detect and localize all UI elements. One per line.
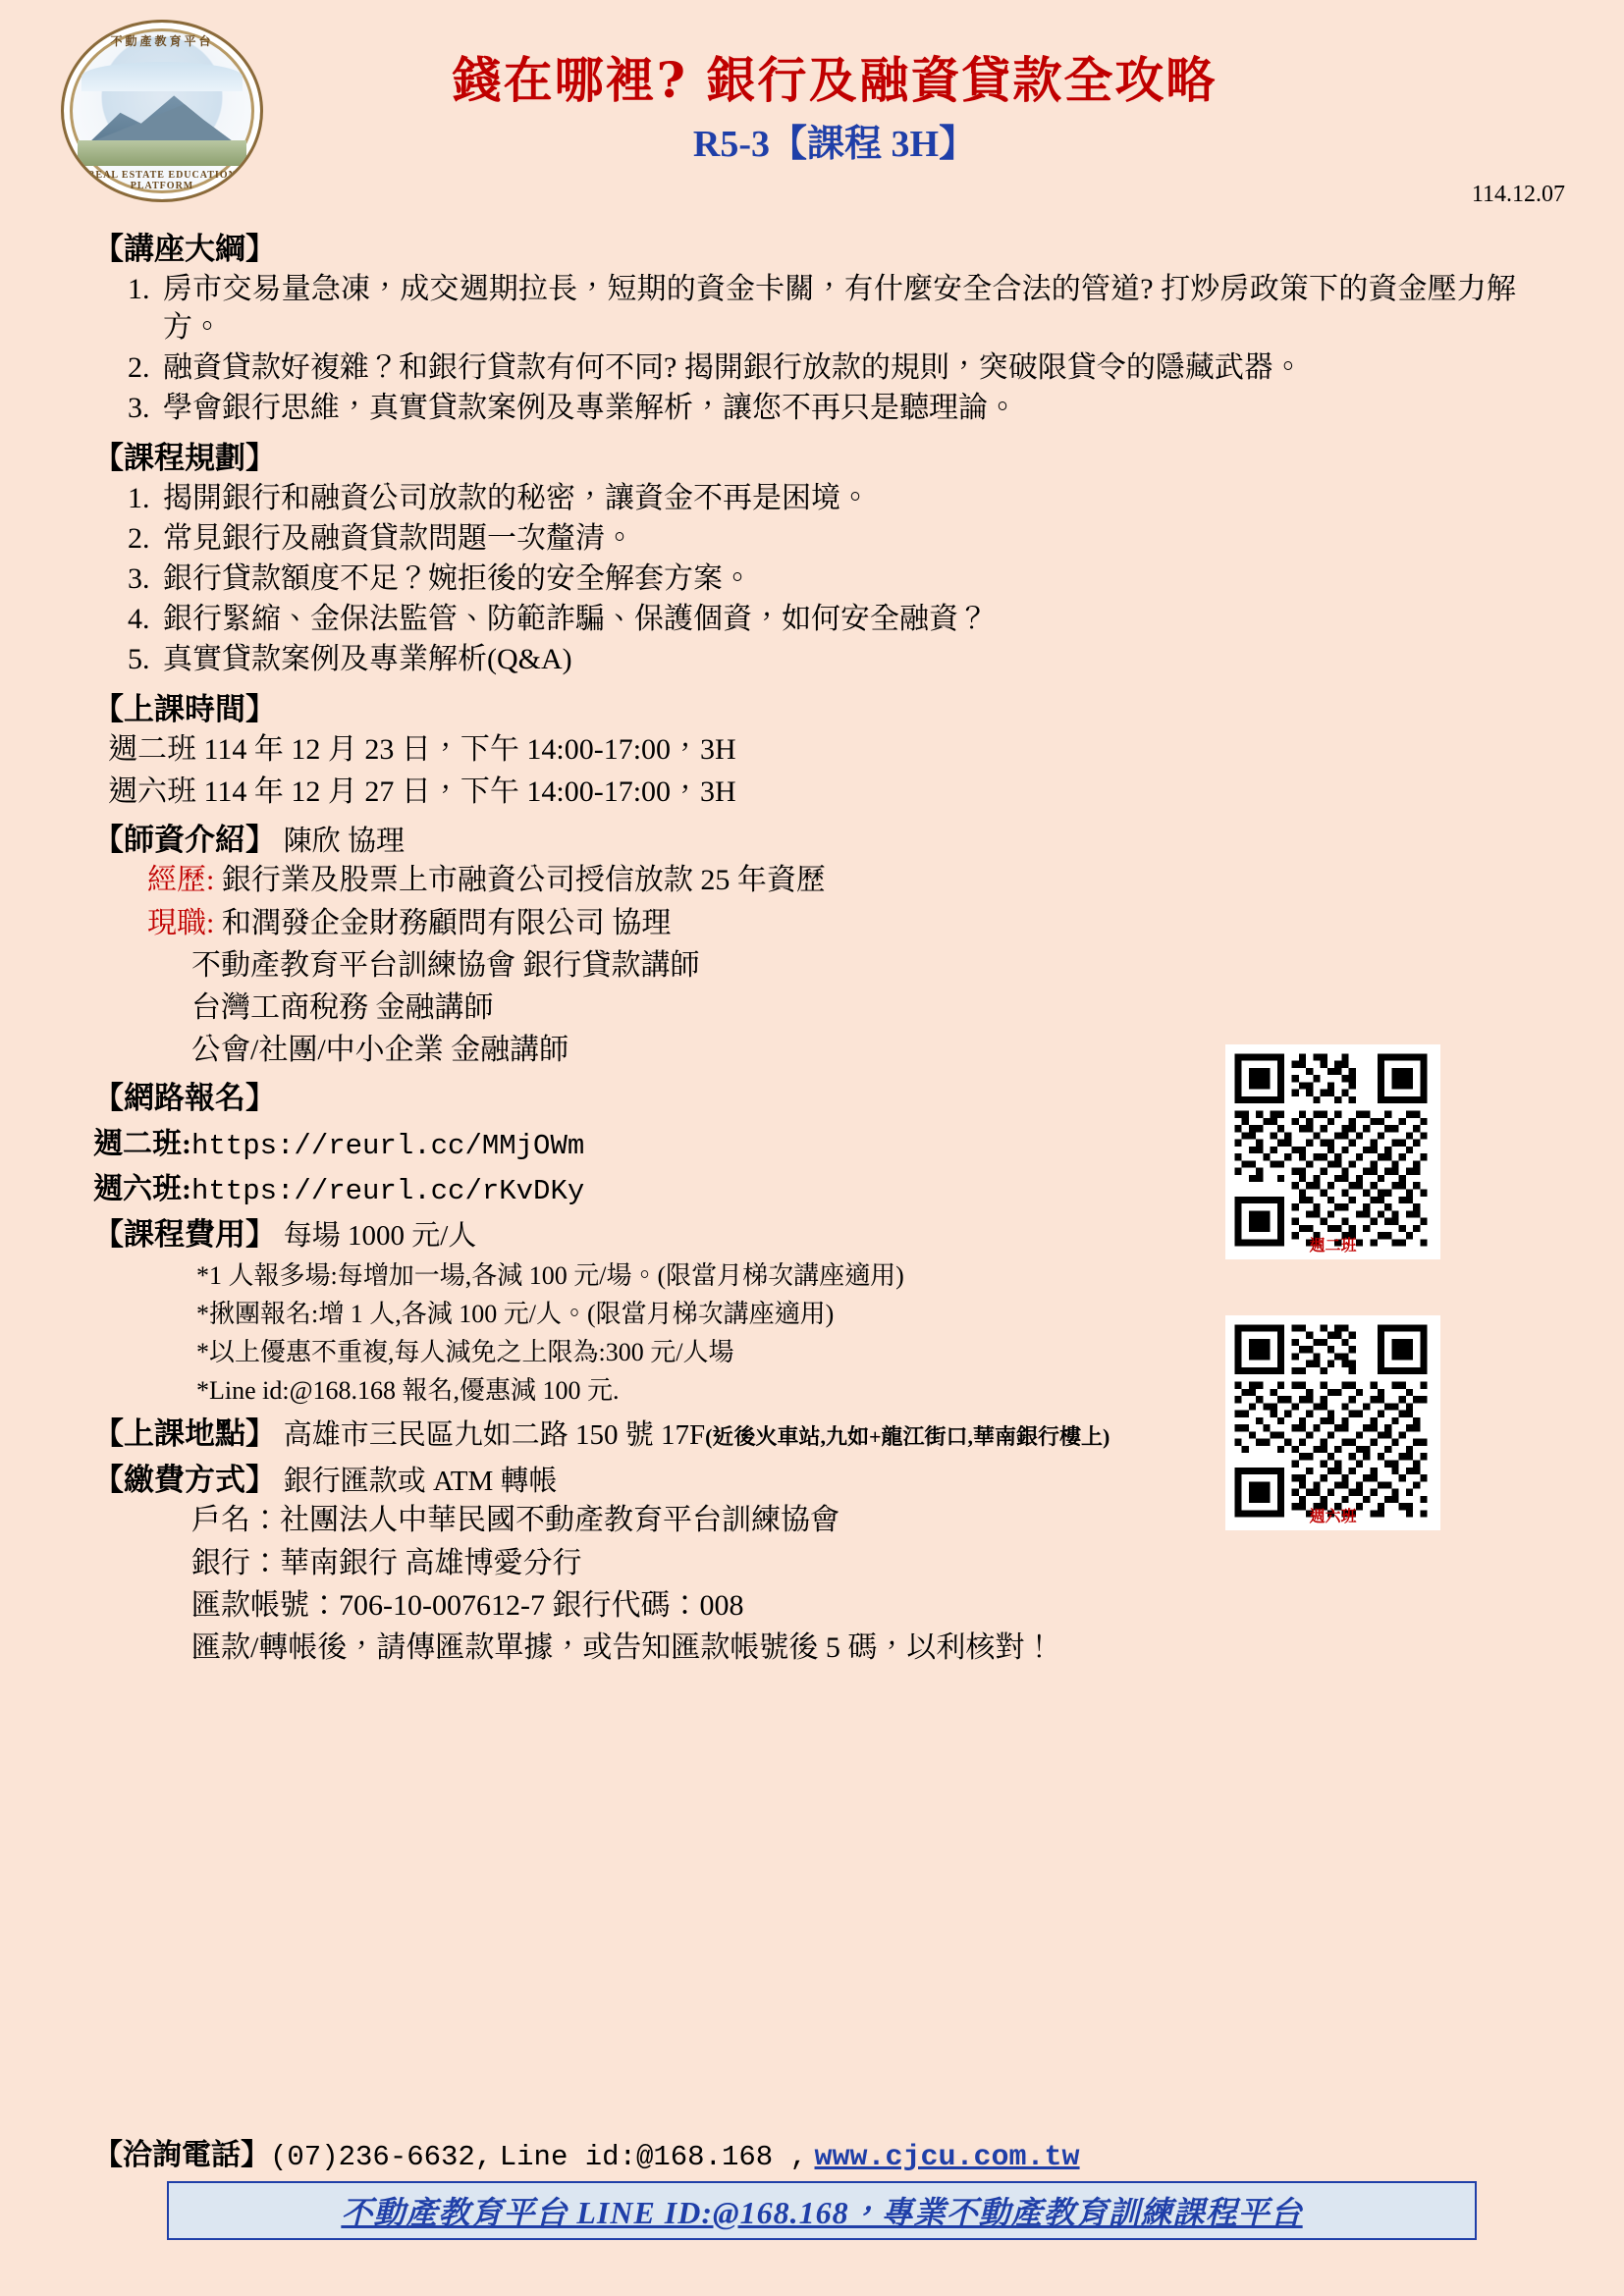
list-item: 2. 常見銀行及融資貸款問題一次釐清。 (157, 519, 1624, 558)
contact-heading: 【洽詢電話】 (93, 2139, 270, 2171)
section-heading-venue (93, 1409, 1624, 1453)
payment-account-name: 戶名：社團法人中華民國不動產教育平台訓練協會 (191, 1504, 839, 1537)
list-item: 3. 學會銀行思維，真實貸款案例及專業解析，讓您不再只是聽理論。 (157, 389, 1624, 427)
payment-bank: 銀行：華南銀行 高雄博愛分行 (191, 1546, 582, 1579)
list-item: 4. 銀行緊縮、金保法監管、防範詐騙、保護個資，如何安全融資？ (157, 600, 1624, 638)
payment-account-number: 匯款帳號：706-10-007612-7 銀行代碼：008 (191, 1588, 744, 1622)
payment-value: 銀行匯款或 ATM 轉帳 (283, 1466, 558, 1498)
section-heading-schedule: 【上課時間】 (93, 692, 276, 726)
list-item: 3. 銀行貸款額度不足？婉拒後的安全解套方案。 (157, 560, 1624, 598)
signup-saturday[interactable] (93, 1164, 1624, 1207)
logo-top-text: 不動產教育平台 (110, 34, 214, 48)
fee-note-1: *1 人報多場:每增加一場,各減 100 元/場。(限當月梯次講座適用) (196, 1261, 904, 1291)
section-heading-payment (93, 1455, 1624, 1499)
list-item: 2. 融資貸款好複雜？和銀行貸款有何不同? 揭開銀行放款的規則，突破限貸令的隱藏武器。 (157, 348, 1624, 387)
contact-phone: (07)236-6632, (270, 2141, 493, 2173)
list-item: 1. 揭開銀行和融資公司放款的秘密，讓資金不再是困境。 (157, 479, 1624, 517)
outline-list (0, 270, 1624, 427)
current-label: 現職: (147, 906, 215, 939)
experience-label: 經歷: (147, 864, 215, 897)
page-title: 錢在哪裡? 銀行及融資貸款全攻略 (452, 51, 1218, 109)
fee-note-4: *Line id:@168.168 報名,優惠減 100 元. (196, 1376, 620, 1406)
payment-instruction: 匯款/轉帳後，請傳匯款單據，或告知匯款帳號後 5 碼，以利核對！ (191, 1630, 1055, 1664)
plan-list (0, 479, 1624, 678)
contact-line (93, 2130, 1080, 2174)
signup-tuesday[interactable] (93, 1119, 1624, 1162)
signup-tuesday-label: 週二班: (93, 1128, 191, 1161)
lecturer-heading-label: 【師資介紹】 (93, 823, 276, 858)
signup-saturday-label: 週六班: (93, 1173, 191, 1206)
qr-tuesday-caption: 週二班 (1309, 1238, 1357, 1255)
contact-line-id: Line id:@168.168 , (499, 2141, 808, 2173)
qr-saturday-caption: 週六班 (1309, 1509, 1357, 1525)
section-heading-signup: 【網路報名】 (93, 1081, 276, 1116)
venue-heading-label: 【上課地點】 (93, 1416, 276, 1452)
section-heading-outline: 【講座大綱】 (93, 232, 276, 266)
footer-banner-text: 不動產教育平台 LINE ID:@168.168，專業不動產教育訓練課程平台 (341, 2195, 1303, 2230)
course-code: R5-3 (692, 124, 771, 165)
lecturer-role-1: 不動產教育平台訓練協會 銀行貸款講師 (191, 948, 700, 982)
list-item: 5. 真實貸款案例及專業解析(Q&A) (157, 640, 1624, 678)
page-subtitle (295, 113, 1375, 167)
lecturer-current (147, 904, 1624, 943)
fee-value: 每場 1000 元/人 (283, 1220, 477, 1253)
section-heading-fee (93, 1209, 1624, 1254)
current-value: 和潤發企金財務顧問有限公司 協理 (221, 906, 672, 939)
issue-date: 114.12.07 (1471, 182, 1565, 207)
payment-heading-label: 【繳費方式】 (93, 1463, 276, 1498)
schedule-line-saturday: 週六班 114 年 12 月 27 日，下午 14:00-17:00，3H (108, 775, 736, 809)
signup-tuesday-url[interactable]: https://reurl.cc/MMjOWm (191, 1130, 585, 1163)
signup-saturday-url[interactable]: https://reurl.cc/rKvDKy (191, 1175, 585, 1208)
fee-note-2: *揪團報名:增 1 人,各減 100 元/人。(限當月梯次講座適用) (196, 1300, 835, 1329)
lecturer-experience (147, 861, 1624, 900)
logo-bottom-text: REAL ESTATE EDUCATION PLATFORM (87, 170, 237, 191)
organization-logo (61, 20, 263, 202)
section-heading-plan: 【課程規劃】 (93, 441, 276, 475)
list-item: 1. 房市交易量急凍，成交週期拉長，短期的資金卡關，有什麼安全合法的管道? 打炒房政策下的資金壓力解方。 (157, 270, 1624, 347)
fee-note-3: *以上優惠不重複,每人減免之上限為:300 元/人場 (196, 1338, 734, 1367)
fee-heading-label: 【課程費用】 (93, 1217, 276, 1253)
document-body (0, 224, 1624, 1671)
lecturer-role-2: 台灣工商稅務 金融講師 (191, 990, 494, 1024)
lecturer-role-3: 公會/社團/中小企業 金融講師 (191, 1034, 569, 1067)
venue-note: (近後火車站,九如+龍江街口,華南銀行樓上) (705, 1424, 1110, 1450)
contact-website[interactable]: www.cjcu.com.tw (814, 2141, 1080, 2174)
section-heading-lecturer (93, 815, 1624, 859)
venue-value: 高雄市三民區九如二路 150 號 17F (283, 1419, 706, 1452)
footer-banner (167, 2181, 1477, 2240)
experience-value: 銀行業及股票上市融資公司授信放款 25 年資歷 (221, 864, 826, 897)
lecturer-name: 陳欣 協理 (283, 826, 406, 858)
schedule-line-tuesday: 週二班 114 年 12 月 23 日，下午 14:00-17:00，3H (108, 733, 736, 766)
course-hours: 【課程 3H】 (770, 124, 977, 165)
